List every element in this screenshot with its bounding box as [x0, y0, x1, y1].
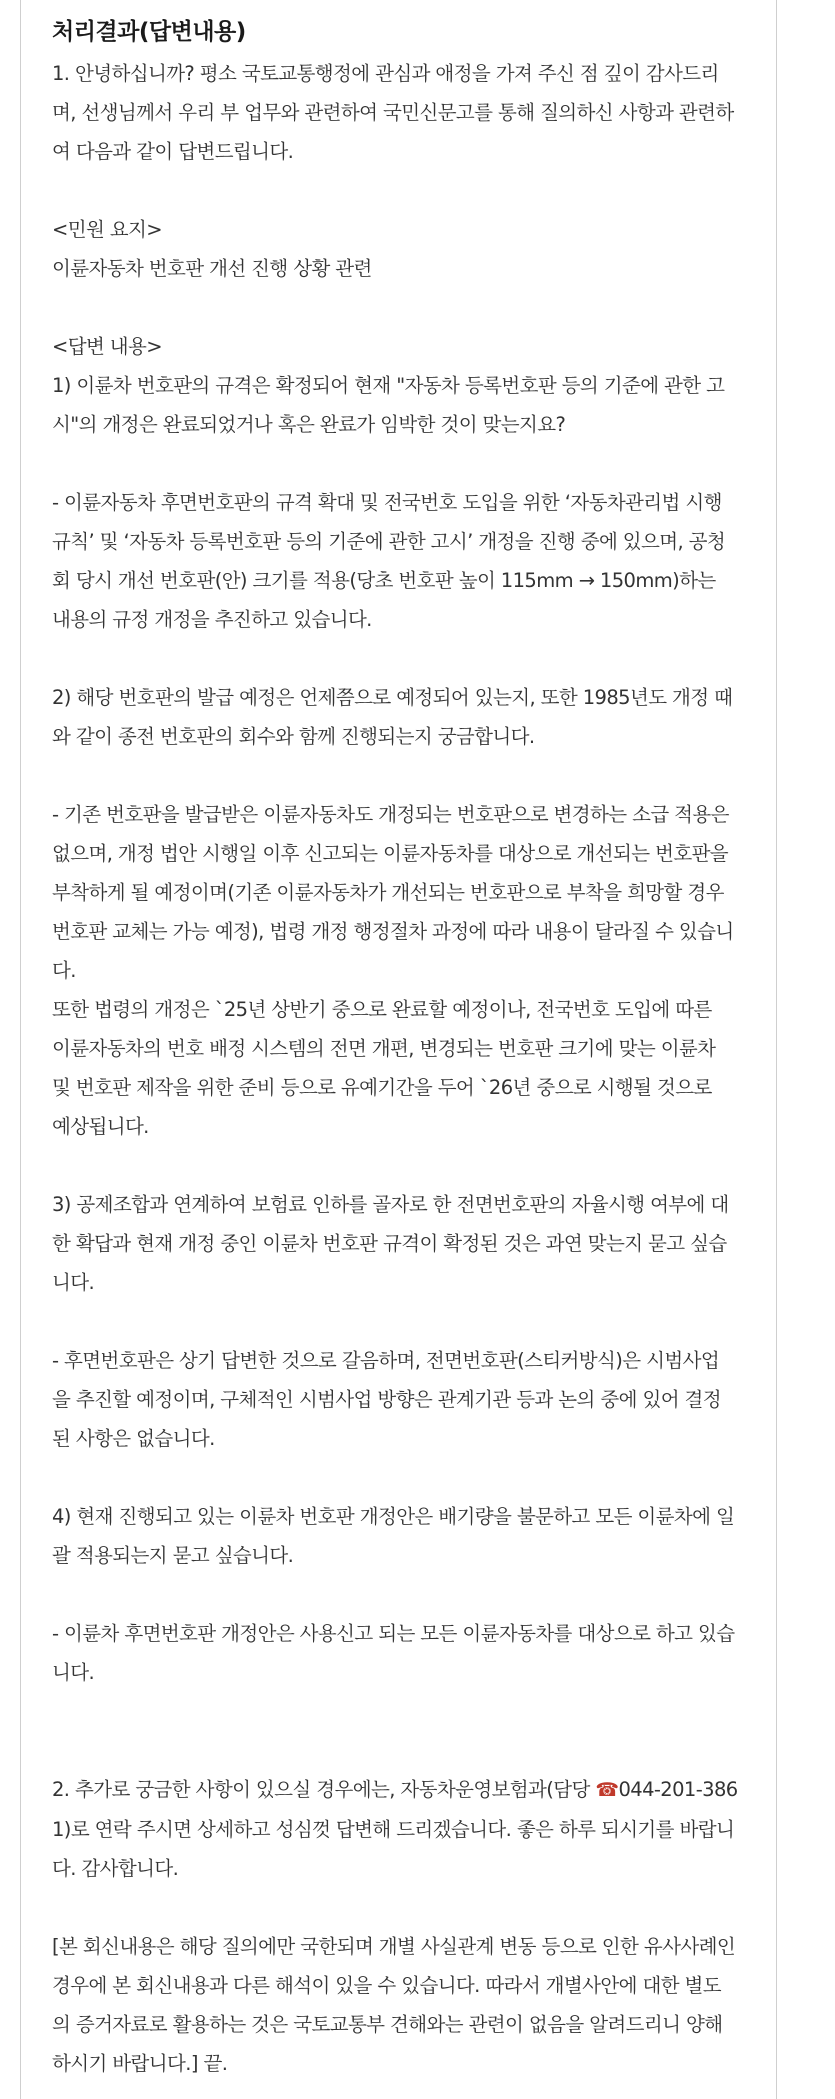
summary-text: 이륜자동차 번호판 개선 진행 상황 관련	[52, 257, 372, 280]
question-3: 3) 공제조합과 연계하여 보험료 인하를 골자로 한 전면번호판의 자율시행 여부에 대 한 확답과 현재 개정 중인 이륜차 번호판 규격이 확정된 것은 과연 맞는지 묻고 싶습 니다.	[52, 1193, 729, 1294]
answer-content	[52, 14, 782, 2083]
question-4: 4) 현재 진행되고 있는 이륜차 번호판 개정안은 배기량을 불문하고 모든 이륜차에 일 괄 적용되는지 묻고 싶습니다.	[52, 1505, 735, 1567]
answer-2-part-1: - 기존 번호판을 발급받은 이륜자동차도 개정되는 번호판으로 변경하는 소급 적용은 없으며, 개정 법안 시행일 이후 신고되는 이륜자동차를 대상으로 개선되는 번호판을 부착하게 될 예정이며(기존 이륜자동차가 개선되는 번호판으로 부착을 희망할 경우 번호판 교체는 가능 예정), 법령 개정 행정절차 과정에 따라 내용이 달라질 수 있습니 다.	[52, 803, 734, 982]
answer-2-part-2: 또한 법령의 개정은 `25년 상반기 중으로 완료할 예정이나, 전국번호 도입에 따른 이륜자동차의 번호 배정 시스템의 전면 개편, 변경되는 번호판 크기에 맞는 이륜차 및 번호판 제작을 위한 준비 등으로 유예기간을 두어 `26년 중으로 시행될 것으로 예상됩니다.	[52, 998, 716, 1138]
disclaimer-notice: [본 회신내용은 해당 질의에만 국한되며 개별 사실관계 변동 등으로 인한 유사사례인 경우에 본 회신내용과 다른 해석이 있을 수 있습니다. 따라서 개별사안에 대한 별도 의 증거자료로 활용하는 것은 국토교통부 견해와는 관련이 없음을 알려드리니 양해 하시기 바랍니다.] 끝.	[52, 1935, 736, 2075]
answer-heading: <답변 내용>	[52, 335, 163, 358]
answer-4: - 이륜차 후면번호판 개정안은 사용신고 되는 모든 이륜자동차를 대상으로 하고 있습 니다.	[52, 1622, 735, 1684]
question-1: 1) 이륜차 번호판의 규격은 확정되어 현재 "자동차 등록번호판 등의 기준에 관한 고 시"의 개정은 완료되었거나 혹은 완료가 임박한 것이 맞는지요?	[52, 374, 725, 436]
contact-text-before: 2. 추가로 궁금한 사항이 있으실 경우에는, 자동차운영보험과(담당	[52, 1778, 596, 1801]
answer-3: - 후면번호판은 상기 답변한 것으로 갈음하며, 전면번호판(스티커방식)은 시범사업 을 추진할 예정이며, 구체적인 시범사업 방향은 관계기관 등과 논의 중에 있어 결정 된 사항은 없습니다.	[52, 1349, 722, 1450]
greeting-paragraph: 1. 안녕하십니까? 평소 국토교통행정에 관심과 애정을 가져 주신 점 깊이 감사드리 며, 선생님께서 우리 부 업무와 관련하여 국민신문고를 통해 질의하신 사항과 관련하 여 다음과 같이 답변드립니다.	[52, 62, 734, 163]
contact-text-after: 044-201-386 1)로 연락 주시면 상세하고 성심껏 답변해 드리겠습니다. 좋은 하루 되시기를 바랍니 다. 감사합니다.	[52, 1778, 738, 1880]
answer-1: - 이륜자동차 후면번호판의 규격 확대 및 전국번호 도입을 위한 ‘자동차관리법 시행 규칙’ 및 ‘자동차 등록번호판 등의 기준에 관한 고시’ 개정을 진행 중에 있으며, 공청 회 당시 개선 번호판(안) 크기를 적용(당초 번호판 높이 115mm → 150mm)하는 내용의 규정 개정을 추진하고 있습니다.	[52, 491, 726, 631]
phone-icon: ☎	[595, 1779, 619, 1801]
question-2: 2) 해당 번호판의 발급 예정은 언제쯤으로 예정되어 있는지, 또한 1985년도 개정 때 와 같이 종전 번호판의 회수와 함께 진행되는지 궁금합니다.	[52, 686, 733, 748]
contact-paragraph	[52, 1770, 782, 1888]
summary-heading: <민원 요지>	[52, 218, 163, 241]
page-title: 처리결과(답변내용)	[52, 19, 246, 45]
